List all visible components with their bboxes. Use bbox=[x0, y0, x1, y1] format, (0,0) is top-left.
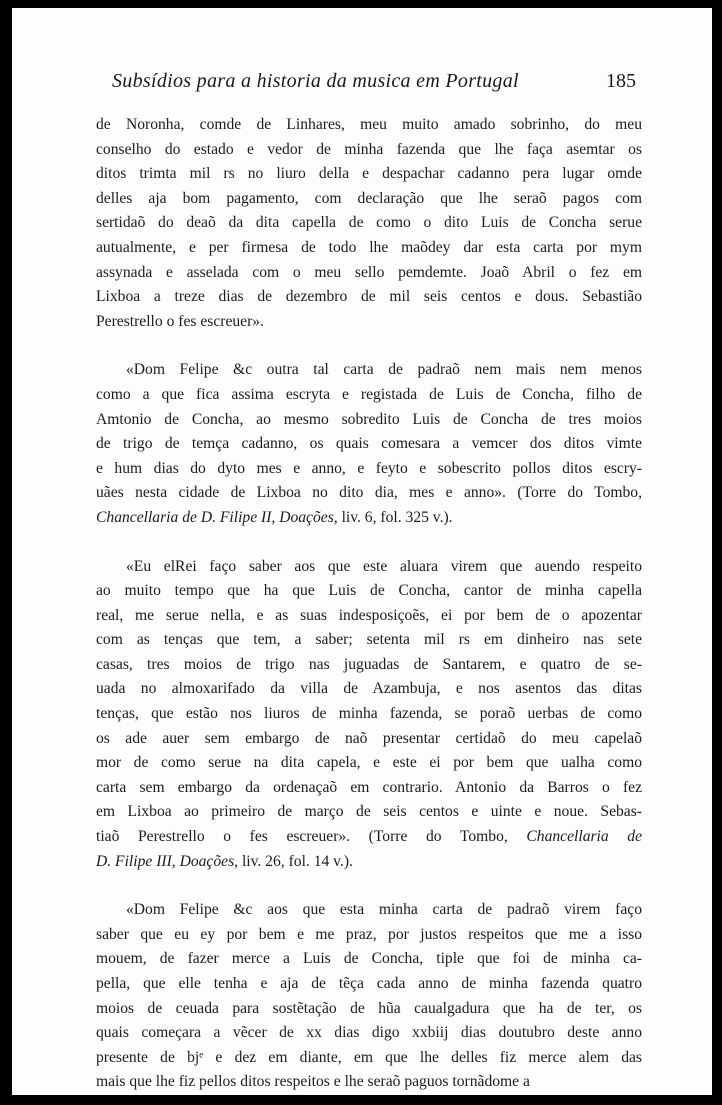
page-body bbox=[96, 113, 642, 1095]
text-line: carta sem embargo da ordenaçaõ em contrario. Antonio da Barros o fez bbox=[96, 778, 642, 796]
paragraph bbox=[96, 898, 642, 1095]
text-line: «Dom Felipe &c outra tal carta de padraõ nem mais nem menos bbox=[126, 361, 642, 379]
text-line: ditos trimta mil rs no liuro della e despachar cadanno pera lugar omde bbox=[96, 165, 642, 183]
text-line: «Eu elRei faço saber aos que este aluara virem que auendo respeito bbox=[126, 557, 642, 575]
text-line: em Lixboa ao primeiro de março de seis centos e uinte e noue. Sebas- bbox=[96, 803, 642, 821]
text-line: autualmente, e per firmesa de todo lhe maõdey dar esta carta por mym bbox=[96, 238, 642, 256]
text-line: conselho do estado e vedor de minha fazenda que lhe faça asemtar os bbox=[96, 140, 642, 158]
text-line: os ade auer sem embargo de naõ presentar certidaõ do meu capelaõ bbox=[96, 729, 642, 747]
paragraph bbox=[96, 555, 642, 875]
text-line: Lixboa a treze dias de dezembro de mil seis centos e dous. Sebastião bbox=[96, 288, 642, 306]
running-header bbox=[112, 70, 636, 93]
text-line: com as tenças que tem, a saber; setenta mil rs em dinheiro nas sete bbox=[96, 631, 642, 649]
text-line: D. Filipe III, Doações, liv. 26, fol. 14 v.). bbox=[96, 852, 353, 870]
text-line: moios de ceuada para sostẽtação de hũa caualgadura que ha de ter, os bbox=[96, 999, 642, 1017]
text-line: assynada e asselada com o meu sello pemdemte. Joaõ Abril o fez em bbox=[96, 263, 642, 281]
text-line: presente de bjᵉ e dez em diante, em que lhe delles fiz merce alem das bbox=[96, 1048, 642, 1066]
text-line: delles aja bom pagamento, com declaração que lhe seraõ pagos com bbox=[96, 189, 642, 207]
paragraph bbox=[96, 358, 642, 530]
page-number: 185 bbox=[606, 70, 636, 92]
text-line: real, me serue nella, e as suas indesposiçoẽs, ei por bem de o apozentar bbox=[96, 606, 642, 624]
text-line: Amtonio de Concha, ao mesmo sobredito Luis de Concha de tres moios bbox=[96, 410, 642, 428]
text-line: ao muito tempo que ha que Luis de Concha, cantor de minha capella bbox=[96, 582, 642, 600]
text-line: sertidaõ do deaõ da dita capella de como o dito Luis de Concha serue bbox=[96, 214, 642, 232]
paragraph bbox=[96, 113, 642, 334]
text-line: «Dom Felipe &c aos que esta minha carta de padraõ virem faço bbox=[126, 901, 642, 919]
text-line: pella, que elle tenha e aja de tẽça cada anno de minha fazenda quatro bbox=[96, 975, 642, 992]
book-page bbox=[12, 8, 712, 1095]
text-line: de Noronha, comde de Linhares, meu muito amado sobrinho, do meu bbox=[96, 116, 642, 133]
text-line: como a que fica assima escryta e registada de Luis de Concha, filho de bbox=[96, 385, 642, 403]
text-line: Chancellaria de D. Filipe II, Doações, liv. 6, fol. 325 v.). bbox=[96, 508, 453, 526]
text-line: uada no almoxarifado da villa de Azambuja, e nos asentos das ditas bbox=[96, 680, 642, 698]
text-line: de trigo de temça cadanno, os quais comesara a vemcer dos ditos vimte bbox=[96, 435, 642, 453]
running-title: Subsídios para a historia da musica em Portugal bbox=[112, 70, 519, 92]
text-line: mais que lhe fiz pellos ditos respeitos e lhe seraõ paguos tornãdome a bbox=[96, 1073, 530, 1091]
text-line: tiaõ Perestrello o fes escreuer». (Torre do Tombo, Chancellaria de bbox=[96, 828, 643, 846]
text-line: Perestrello o fes escreuer». bbox=[96, 312, 264, 330]
text-line: saber que eu ey por bem e me praz, por justos respeitos que me a isso bbox=[96, 925, 642, 943]
text-line: mouem, de fazer merce a Luis de Concha, tiple que foi de minha ca- bbox=[96, 950, 642, 968]
text-line: mor de como serue na dita capela, e este ei por bem que ualha como bbox=[96, 754, 642, 772]
text-line: quais começara a vẽcer de xx dias digo xxbiij dias doutubro deste anno bbox=[96, 1024, 642, 1042]
text-line: uães nesta cidade de Lixboa no dito dia, mes e anno». (Torre do Tombo, bbox=[96, 484, 642, 502]
text-line: e hum dias do dyto mes e anno, e feyto e sobescrito pollos ditos escry- bbox=[96, 459, 642, 477]
text-line: casas, tres moios de trigo nas juguadas de Santarem, e quatro de se- bbox=[96, 655, 642, 673]
text-line: tenças, que estão nos liuros de minha fazenda, se poraõ uerbas de como bbox=[96, 705, 642, 723]
